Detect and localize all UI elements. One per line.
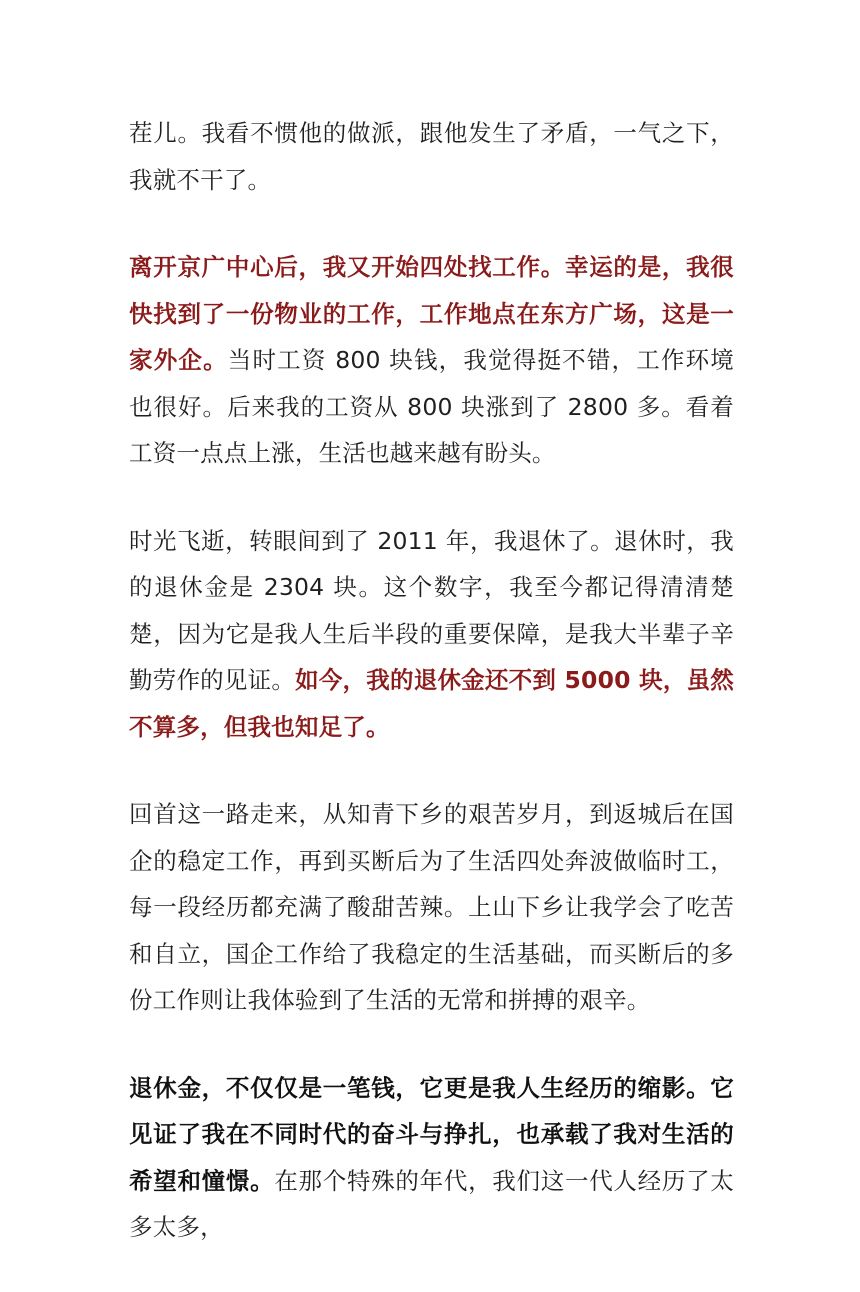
text-segment: 时光飞逝，转眼间到了 2011 年，我退休了。退休时，我的退休金是 2304 块。这个数字，我至今都记得清清楚楚，因为它是我人生后半段的重要保障，是我大半辈子辛勤劳作的见证。 bbox=[129, 526, 734, 694]
paragraph-look-back bbox=[129, 791, 734, 1024]
text-segment: 当时工资 800 块钱，我觉得挺不错，工作环境也很好。后来我的工资从 800 块涨到了 2800 多。看着工资一点点上涨，生活也越来越有盼头。 bbox=[129, 346, 734, 467]
text-segment: 在那个特殊的年代，我们这一代人经历了太多太多， bbox=[129, 1166, 734, 1241]
paragraph-quit-job bbox=[129, 110, 734, 203]
text-segment: 茬儿。我看不惯他的做派，跟他发生了矛盾，一气之下，我就不干了。 bbox=[129, 119, 734, 194]
highlight-text: 离开京广中心后，我又开始四处找工作。幸运的是，我很快找到了一份物业的工作，工作地点在东方广场，这是一家外企。 bbox=[129, 253, 734, 374]
paragraph-pension-meaning bbox=[129, 1065, 734, 1251]
article-body bbox=[129, 110, 734, 1292]
bold-text: 退休金，不仅仅是一笔钱，它更是我人生经历的缩影。它见证了我在不同时代的奋斗与挣扎，也承载了我对生活的希望和憧憬。 bbox=[129, 1073, 734, 1195]
paragraph-new-job bbox=[129, 244, 734, 477]
highlight-text: 如今，我的退休金还不到 5000 块，虽然不算多，但我也知足了。 bbox=[129, 666, 734, 741]
paragraph-retirement bbox=[129, 518, 734, 751]
text-segment: 回首这一路走来，从知青下乡的艰苦岁月，到返城后在国企的稳定工作，再到买断后为了生活四处奔波做临时工，每一段经历都充满了酸甜苦辣。上山下乡让我学会了吃苦和自立，国企工作给了我稳定的生活基础，而买断后的多份工作则让我体验到了生活的无常和拼搏的艰辛。 bbox=[129, 800, 734, 1014]
